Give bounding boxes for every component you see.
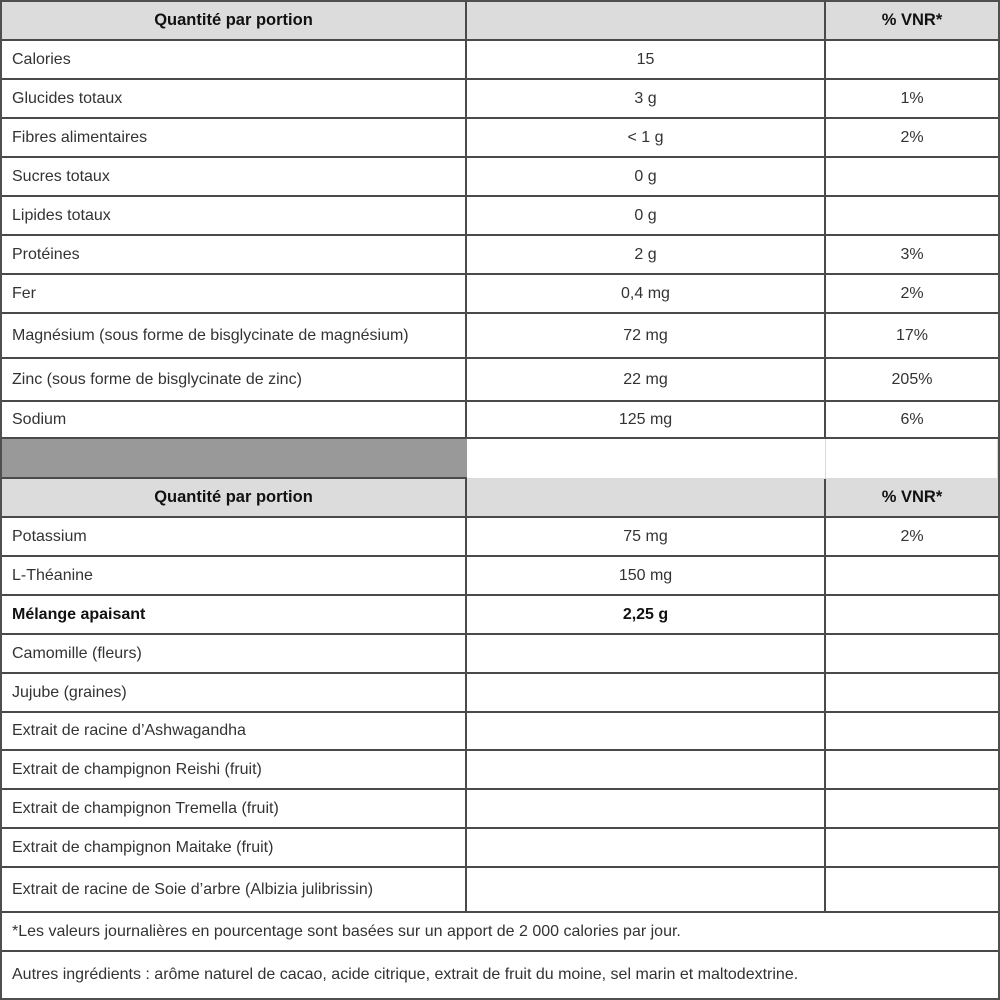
nutrient-label: Magnésium (sous forme de bisglycinate de magnésium) [2, 314, 467, 359]
nutrient-dv: 2% [826, 518, 998, 557]
nutrient-amount: 15 [467, 41, 826, 80]
nutrient-row [2, 713, 998, 751]
nutrient-label: Extrait de champignon Reishi (fruit) [2, 751, 467, 790]
nutrient-amount: 75 mg [467, 518, 826, 557]
header-empty-cell [467, 479, 826, 518]
nutrient-label: Lipides totaux [2, 197, 467, 236]
nutrient-amount: 125 mg [467, 402, 826, 439]
nutrient-dv [826, 557, 998, 596]
nutrient-amount: 2,25 g [467, 596, 826, 635]
header-dv: % VNR* [826, 479, 998, 518]
nutrient-label: Mélange apaisant [2, 596, 467, 635]
header-empty-cell [467, 2, 826, 41]
nutrient-label: Glucides totaux [2, 80, 467, 119]
nutrient-dv [826, 868, 998, 913]
nutrient-row [2, 674, 998, 713]
nutrient-label: Extrait de champignon Maitake (fruit) [2, 829, 467, 868]
nutrient-row [2, 275, 998, 314]
nutrient-dv: 205% [826, 359, 998, 402]
nutrient-amount: 0 g [467, 197, 826, 236]
nutrient-row [2, 790, 998, 829]
nutrient-dv: 17% [826, 314, 998, 359]
nutrient-row [2, 402, 998, 439]
nutrient-label: Zinc (sous forme de bisglycinate de zinc) [2, 359, 467, 402]
nutrient-row [2, 236, 998, 275]
nutrient-label: Sucres totaux [2, 158, 467, 197]
nutrient-row [2, 119, 998, 158]
nutrient-dv: 6% [826, 402, 998, 439]
nutrient-row [2, 41, 998, 80]
nutrient-amount: 3 g [467, 80, 826, 119]
nutrient-dv [826, 674, 998, 713]
nutrient-label: Calories [2, 41, 467, 80]
nutrient-dv [826, 751, 998, 790]
nutrient-dv: 1% [826, 80, 998, 119]
nutrient-label: Extrait de champignon Tremella (fruit) [2, 790, 467, 829]
nutrient-amount [467, 829, 826, 868]
footnote-row [2, 913, 998, 952]
nutrient-amount: < 1 g [467, 119, 826, 158]
header-amount-per-serving: Quantité par portion [2, 479, 467, 518]
nutrient-amount: 0 g [467, 158, 826, 197]
nutrient-label: Camomille (fleurs) [2, 635, 467, 674]
nutrient-row [2, 197, 998, 236]
separator-band-left [2, 439, 467, 479]
nutrient-row [2, 751, 998, 790]
nutrient-row [2, 557, 998, 596]
nutrient-dv: 2% [826, 275, 998, 314]
nutrient-dv [826, 713, 998, 751]
nutrient-label: Potassium [2, 518, 467, 557]
nutrient-amount: 22 mg [467, 359, 826, 402]
daily-value-footnote: *Les valeurs journalières en pourcentage sont basées sur un apport de 2 000 calories par jour. [2, 913, 998, 952]
nutrient-row [2, 359, 998, 402]
nutrient-row [2, 635, 998, 674]
separator-band-right [826, 439, 998, 479]
nutrient-row [2, 518, 998, 557]
nutrient-amount [467, 790, 826, 829]
nutrient-dv [826, 790, 998, 829]
nutrient-row [2, 158, 998, 197]
nutrient-dv: 3% [826, 236, 998, 275]
nutrient-dv [826, 596, 998, 635]
nutrient-row [2, 314, 998, 359]
nutrient-label: Jujube (graines) [2, 674, 467, 713]
nutrient-row [2, 829, 998, 868]
nutrient-dv: 2% [826, 119, 998, 158]
nutrient-row [2, 80, 998, 119]
nutrients-section-1 [2, 41, 998, 439]
nutrient-amount: 150 mg [467, 557, 826, 596]
nutrient-row [2, 596, 998, 635]
nutrients-section-2 [2, 518, 998, 913]
nutrient-dv [826, 158, 998, 197]
nutrient-amount: 72 mg [467, 314, 826, 359]
nutrient-label: Extrait de racine de Soie d’arbre (Albizia julibrissin) [2, 868, 467, 913]
nutrient-amount [467, 674, 826, 713]
nutrient-dv [826, 829, 998, 868]
footnote-row [2, 952, 998, 998]
table-header-2 [2, 479, 998, 518]
nutrient-dv [826, 197, 998, 236]
nutrient-row [2, 868, 998, 913]
nutrient-dv [826, 635, 998, 674]
table-header-1 [2, 2, 998, 41]
separator-band-middle [467, 439, 826, 479]
nutrient-label: Protéines [2, 236, 467, 275]
header-amount-per-serving: Quantité par portion [2, 2, 467, 41]
nutrient-amount [467, 713, 826, 751]
separator-band [2, 439, 998, 479]
nutrient-amount [467, 868, 826, 913]
nutrient-label: Fibres alimentaires [2, 119, 467, 158]
nutrient-amount: 2 g [467, 236, 826, 275]
nutrient-amount [467, 751, 826, 790]
nutrient-amount [467, 635, 826, 674]
nutrient-label: Fer [2, 275, 467, 314]
nutrient-label: Extrait de racine d’Ashwagandha [2, 713, 467, 751]
other-ingredients-footnote: Autres ingrédients : arôme naturel de cacao, acide citrique, extrait de fruit du moine, sel marin et maltodextrine. [12, 966, 799, 983]
header-dv: % VNR* [826, 2, 998, 41]
nutrient-label: L-Théanine [2, 557, 467, 596]
nutrient-amount: 0,4 mg [467, 275, 826, 314]
nutrient-label: Sodium [2, 402, 467, 439]
nutrient-dv [826, 41, 998, 80]
